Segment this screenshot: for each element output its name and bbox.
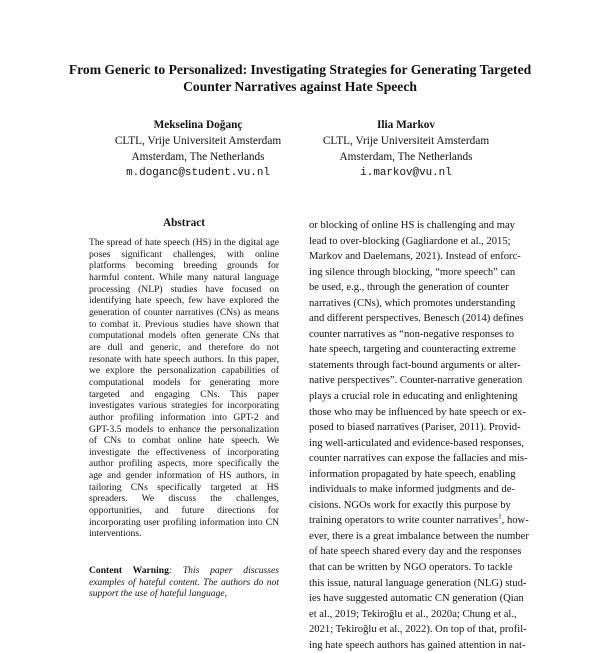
body-line: those who may be influenced by hate speech or ex- [309,406,526,418]
body-line: information propagated by hate speech, enabling [309,468,516,480]
body-line: ing well-articulated and evidence-based responses, [309,437,525,449]
author-affiliation: CLTL, Vrije Universiteit Amsterdam [114,135,282,147]
body-line: lead to over-blocking (Gagliardone et al., 2015; [309,235,511,247]
body-line: or blocking of online HS is challenging and may [309,220,515,231]
body-line: Markov and Daelemans, 2021). Instead of enforc- [309,251,521,263]
body-line-text: training operators to write counter narratives [309,515,499,527]
body-line: counter narratives as “non-negative responses to [309,328,515,340]
body-line: cisions. NGOs work for exactly this purpose by [309,499,511,511]
author-email[interactable]: i.markov@vu.nl [360,167,452,179]
footnote-mark[interactable]: 1 [498,512,502,521]
author-block-2 [281,117,531,181]
body-line: be used, e.g., through the generation of counter [309,282,509,294]
abstract-text: The spread of hate speech (HS) in the digital age poses significant challenges, with online platforms becoming breeding grounds for harmful content. While many natural language processing (NLP) studies have focused on identifying hate speech, few have explored the generation of counter narratives (CNs) as means to combat it. Previous studies have shown that computational models often generate CNs that are dull and generic, and therefore do not resonate with hate speech authors. In this paper, we explore the personalization capabilities of computational models for generating more targeted and engaging CNs. This paper investigates various strategies for incorporating author profiling information into GPT-2 and GPT-3.5 models to enhance the personalization of CNs to combat online hate speech. We investigate the effectiveness of incorporating author profiling aspects, more specifically the age and gender information of HS authors, in tailoring CNs specifically targeted at HS spreaders. We discuss the challenges, opportunities, and future directions for incorporating user profiling information into CN interventions. [89,237,279,540]
author-name: Mekselina Doğanç [153,119,243,131]
body-line: ever, there is a great imbalance between the number [309,530,529,542]
body-line: ing silence through blocking, “more speech” can [309,266,516,278]
body-line: ing hate speech authors has gained attention in nat- [309,639,526,651]
body-line: et al., 2019; Tekiroğlu et al., 2020a; Chung et al., [309,608,517,620]
body-line: this issue, natural language generation (NLG) stud- [309,577,527,589]
author-affiliation: CLTL, Vrije Universiteit Amsterdam [322,135,490,147]
content-warning [89,565,279,600]
paper-title: From Generic to Personalized: Investigating Strategies for Generating Targeted Counter Narratives against Hate Speech [68,62,532,94]
content-warning-label: Content Warning [89,565,169,576]
body-line: posed to biased narratives (Pariser, 2011). Provid- [309,422,521,434]
body-line: native perspectives”. Counter-narrative generation [309,375,523,387]
content-warning-text: : This paper discusses examples of hateful content. The authors do not support the use of hateful language, [89,565,279,600]
body-line: 2021; Tekiroğlu et al., 2022). On top of that, profil- [309,624,527,636]
body-line: that can be written by NGO operators. To tackle [309,562,513,574]
body-line-with-footnote [309,513,531,529]
body-line: of hate speech shared every day and the responses [309,546,522,558]
body-line: ies have suggested automatic CN generation (Qian [309,593,524,605]
body-line: plays a crucial role in educating and enlightening [309,391,518,403]
body-line: narratives (CNs), which promotes understanding [309,297,516,309]
introduction-column [309,218,531,653]
body-line: and different perspectives. Benesch (2014) defines [309,313,524,325]
abstract-heading: Abstract [162,217,206,229]
author-location: Amsterdam, The Netherlands [131,151,265,163]
body-line: hate speech, targeting and counteracting extreme [309,344,516,356]
author-location: Amsterdam, The Netherlands [339,151,473,163]
body-line: counter narratives can expose the fallacies and mis- [309,453,528,465]
author-email[interactable]: m.doganc@student.vu.nl [126,167,270,179]
author-name: Ilia Markov [376,119,436,131]
body-line-suffix: , how- [501,515,529,527]
body-line: statements through fact-bound arguments or alter- [309,359,521,371]
body-line: individuals to make informed judgments and de- [309,484,515,496]
